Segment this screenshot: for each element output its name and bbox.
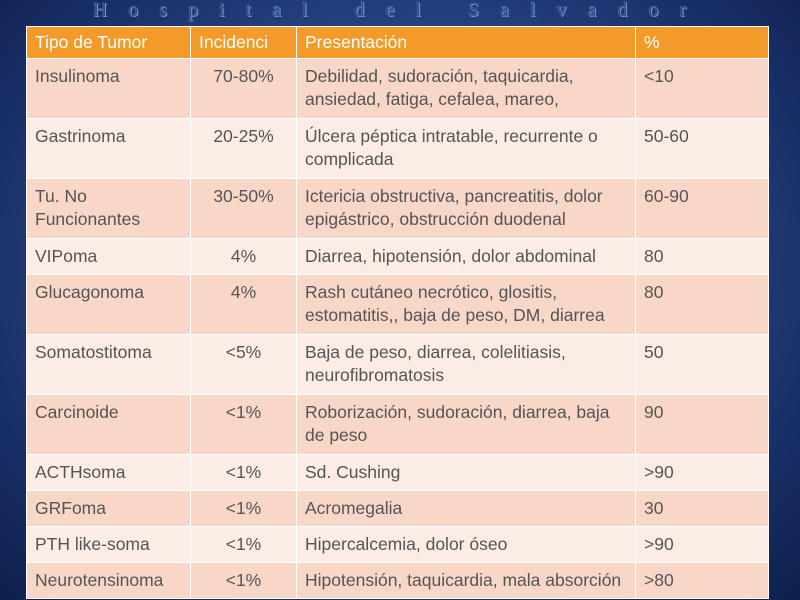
cell-incidence xyxy=(191,275,297,335)
cell-incidence-text: <1% xyxy=(225,570,262,590)
cell-presentation-text: Hipotensión, taquicardia, mala absorción xyxy=(305,570,622,590)
cell-presentation-text: Acromegalia xyxy=(305,498,403,518)
cell-percent xyxy=(636,275,769,335)
cell-percent xyxy=(636,59,769,119)
cell-percent xyxy=(636,491,769,527)
cell-incidence-text: 4% xyxy=(230,282,257,302)
table-row xyxy=(27,455,769,491)
cell-tumor xyxy=(27,455,191,491)
cell-tumor-text: VIPoma xyxy=(35,246,98,266)
cell-percent-text: 90 xyxy=(644,402,664,422)
cell-percent-text: 50 xyxy=(644,342,664,362)
cell-tumor xyxy=(27,563,191,599)
cell-incidence xyxy=(191,527,297,563)
cell-percent-text: 50-60 xyxy=(644,126,689,146)
column-header-incidence: Incidenci xyxy=(191,27,297,59)
cell-incidence xyxy=(191,491,297,527)
cell-presentation-text: Debilidad, sudoración, taquicardia, ansiedad, fatiga, cefalea, mareo, xyxy=(305,66,574,109)
cell-tumor-text: Gastrinoma xyxy=(35,126,126,146)
cell-incidence xyxy=(191,563,297,599)
cell-presentation xyxy=(297,527,636,563)
cell-presentation-text: Ictericia obstructiva, pancreatitis, dolor epigástrico, obstrucción duodenal xyxy=(305,186,603,229)
cell-percent-text: 80 xyxy=(644,282,664,302)
cell-incidence-text: <1% xyxy=(225,534,262,554)
cell-percent-text: 30 xyxy=(644,498,664,518)
cell-percent-text: <10 xyxy=(644,66,674,86)
cell-tumor xyxy=(27,239,191,275)
cell-tumor-text: Neurotensinoma xyxy=(35,570,164,590)
cell-presentation-text: Hipercalcemia, dolor óseo xyxy=(305,534,508,554)
cell-tumor xyxy=(27,395,191,455)
cell-percent xyxy=(636,527,769,563)
cell-presentation-text: Rash cutáneo necrótico, glositis, estomatitis,, baja de peso, DM, diarrea xyxy=(305,282,605,325)
cell-presentation xyxy=(297,395,636,455)
cell-percent xyxy=(636,179,769,239)
cell-percent-text: 60-90 xyxy=(644,186,689,206)
cell-percent-text: >80 xyxy=(644,570,674,590)
cell-percent xyxy=(636,335,769,395)
cell-tumor xyxy=(27,59,191,119)
column-header-tumor: Tipo de Tumor xyxy=(27,27,191,59)
table-row xyxy=(27,395,769,455)
cell-incidence xyxy=(191,455,297,491)
table-row xyxy=(27,275,769,335)
table-row xyxy=(27,59,769,119)
cell-percent-text: 80 xyxy=(644,246,664,266)
cell-presentation xyxy=(297,455,636,491)
cell-presentation-text: Roborización, sudoración, diarrea, baja de peso xyxy=(305,402,610,445)
cell-presentation xyxy=(297,59,636,119)
cell-presentation-text: Baja de peso, diarrea, colelitiasis, neurofibromatosis xyxy=(305,342,566,385)
table-row xyxy=(27,119,769,179)
cell-tumor-text: ACTHsoma xyxy=(35,462,126,482)
cell-incidence xyxy=(191,179,297,239)
cell-incidence-text: 30-50% xyxy=(213,186,274,206)
cell-tumor-text: Tu. No Funcionantes xyxy=(35,186,141,229)
cell-tumor xyxy=(27,275,191,335)
cell-percent xyxy=(636,563,769,599)
cell-percent-text: >90 xyxy=(644,534,674,554)
cell-presentation xyxy=(297,563,636,599)
cell-incidence-text: <1% xyxy=(225,498,262,518)
cell-incidence-text: 4% xyxy=(230,246,257,266)
cell-percent-text: >90 xyxy=(644,462,674,482)
cell-presentation xyxy=(297,119,636,179)
cell-incidence xyxy=(191,239,297,275)
table-row xyxy=(27,491,769,527)
cell-tumor-text: GRFoma xyxy=(35,498,106,518)
cell-incidence-text: <1% xyxy=(225,402,262,422)
cell-incidence xyxy=(191,395,297,455)
table-row xyxy=(27,239,769,275)
cell-incidence-text: 70-80% xyxy=(213,66,274,86)
hospital-title: Hospital del Salvador xyxy=(92,0,708,21)
table-header-row xyxy=(27,27,769,59)
cell-tumor xyxy=(27,179,191,239)
cell-presentation-text: Úlcera péptica intratable, recurrente o complicada xyxy=(305,126,598,169)
table-row xyxy=(27,527,769,563)
cell-incidence xyxy=(191,119,297,179)
cell-incidence xyxy=(191,59,297,119)
cell-incidence-text: <5% xyxy=(225,342,262,362)
cell-tumor xyxy=(27,335,191,395)
table-row xyxy=(27,563,769,599)
cell-tumor xyxy=(27,119,191,179)
cell-presentation xyxy=(297,239,636,275)
tumor-table xyxy=(26,26,769,599)
table-row xyxy=(27,179,769,239)
cell-presentation xyxy=(297,335,636,395)
cell-tumor-text: PTH like-soma xyxy=(35,534,150,554)
cell-presentation xyxy=(297,275,636,335)
cell-percent xyxy=(636,119,769,179)
cell-incidence-text: <1% xyxy=(225,462,262,482)
table-row xyxy=(27,335,769,395)
cell-tumor-text: Insulinoma xyxy=(35,66,120,86)
cell-tumor xyxy=(27,491,191,527)
cell-presentation xyxy=(297,179,636,239)
cell-percent xyxy=(636,239,769,275)
cell-presentation-text: Diarrea, hipotensión, dolor abdominal xyxy=(305,246,596,266)
cell-percent xyxy=(636,395,769,455)
cell-percent xyxy=(636,455,769,491)
cell-incidence xyxy=(191,335,297,395)
cell-tumor xyxy=(27,527,191,563)
column-header-presentation: Presentación xyxy=(297,27,636,59)
cell-tumor-text: Glucagonoma xyxy=(35,282,144,302)
cell-incidence-text: 20-25% xyxy=(213,126,274,146)
cell-presentation-text: Sd. Cushing xyxy=(305,462,401,482)
column-header-percent: % xyxy=(636,27,769,59)
cell-presentation xyxy=(297,491,636,527)
cell-tumor-text: Carcinoide xyxy=(35,402,119,422)
cell-tumor-text: Somatostitoma xyxy=(35,342,152,362)
